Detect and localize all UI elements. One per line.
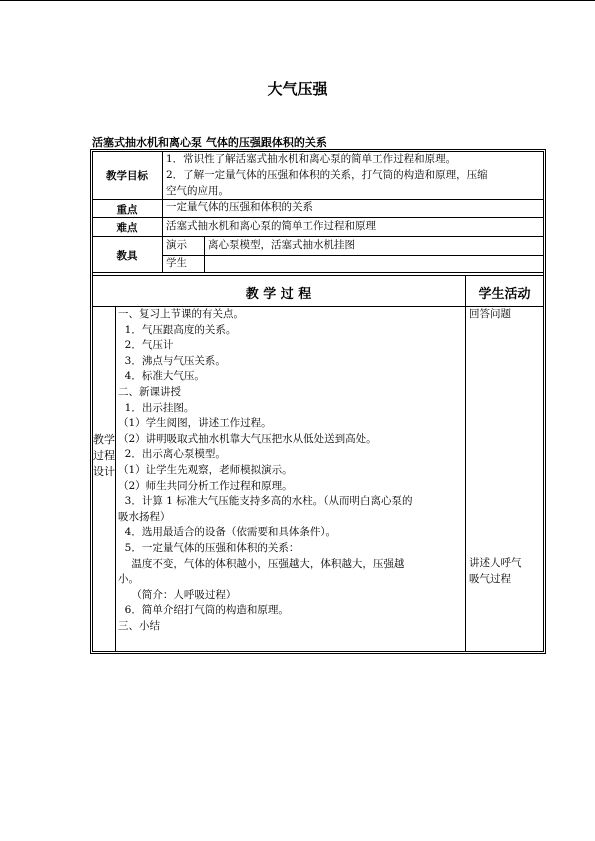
tools-label: 教具 [116, 250, 138, 262]
process-line: 温度不变，气体的体积越小，压强越大，体积越大，压强越 [118, 557, 405, 570]
page-top-border [0, 0, 595, 1]
process-line: 3．计算 1 标准大气压能支持多高的水柱。（从而明白离心泵的 [118, 495, 413, 508]
row-divider-key [92, 217, 544, 218]
process-line: （1）让学生先观察，老师模拟演示。 [118, 464, 293, 476]
goal-label: 教学目标 [106, 170, 148, 182]
process-line: 一、复习上节课的有关点。 [118, 308, 244, 320]
col-divider-activity [465, 275, 466, 652]
row-divider-tools-end-double [92, 275, 544, 276]
process-line: 2．气压计 [118, 339, 174, 352]
process-line: （简介：人呼吸过程） [118, 588, 237, 601]
process-line: 4．选用最适合的设备（依需要和具体条件）。 [118, 526, 337, 539]
process-line: 二、新课讲授 [118, 386, 181, 398]
process-line: 2．出示离心泵模型。 [118, 448, 226, 461]
process-line: （1）学生阅图，讲述工作过程。 [118, 417, 272, 430]
process-header: 教 学 过 程 [245, 287, 312, 302]
difficulty-label: 难点 [116, 222, 138, 234]
activity-breath-line-1: 讲述人呼气 [469, 557, 522, 569]
goal-line-3: 空气的应用。 [166, 185, 229, 197]
student-label: 学生 [166, 257, 187, 269]
process-line: （2）讲明吸取式抽水机靠大气压把水从低处送到高处。 [118, 432, 377, 445]
process-line: （2）师生共同分析工作过程和原理。 [118, 479, 293, 492]
row-divider-tools-end [92, 272, 544, 273]
col-divider-label [162, 151, 163, 273]
process-line: 1．气压跟高度的关系。 [118, 323, 237, 336]
activity-answer: 回答问题 [469, 308, 511, 320]
col-divider-side [115, 306, 116, 652]
activity-header: 学生活动 [478, 287, 531, 302]
process-line: 6．简单介绍打气筒的构造和原理。 [118, 604, 289, 617]
lesson-subtitle: 活塞式抽水机和离心泵 气体的压强跟体积的关系 [92, 136, 327, 149]
demo-label: 演示 [166, 239, 187, 251]
goal-line-1: 1．常识性了解活塞式抽水机和离心泵的简单工作过程和原理。 [166, 153, 457, 165]
row-divider-goal [92, 199, 544, 200]
row-divider-tools [162, 255, 544, 256]
goal-line-2: 2．了解一定量气体的压强和体积的关系，打气筒的构造和原理，压缩 [166, 169, 488, 181]
process-line: 3．沸点与气压关系。 [118, 354, 226, 367]
process-line: 1．出示挂图。 [118, 401, 195, 414]
process-line: 小。 [118, 573, 139, 586]
process-line: 5．一定量气体的压强和体积的关系： [118, 542, 300, 554]
row-divider-difficulty [92, 236, 544, 237]
process-line: 三、小结 [118, 620, 160, 632]
demo-text: 离心泵模型，活塞式抽水机挂图 [208, 239, 355, 251]
difficulty-text: 活塞式抽水机和离心泵的简单工作过程和原理 [166, 220, 376, 232]
process-line: 4．标准大气压。 [118, 370, 205, 383]
key-text: 一定量气体的压强和体积的关系 [166, 201, 313, 213]
document-title: 大气压强 [267, 80, 328, 98]
col-divider-tools [204, 236, 205, 273]
process-side-label: 教学过程设计 [93, 433, 115, 478]
process-line: 吸水扬程） [118, 510, 171, 523]
key-label: 重点 [116, 204, 138, 216]
activity-breath-line-2: 吸气过程 [469, 573, 511, 585]
